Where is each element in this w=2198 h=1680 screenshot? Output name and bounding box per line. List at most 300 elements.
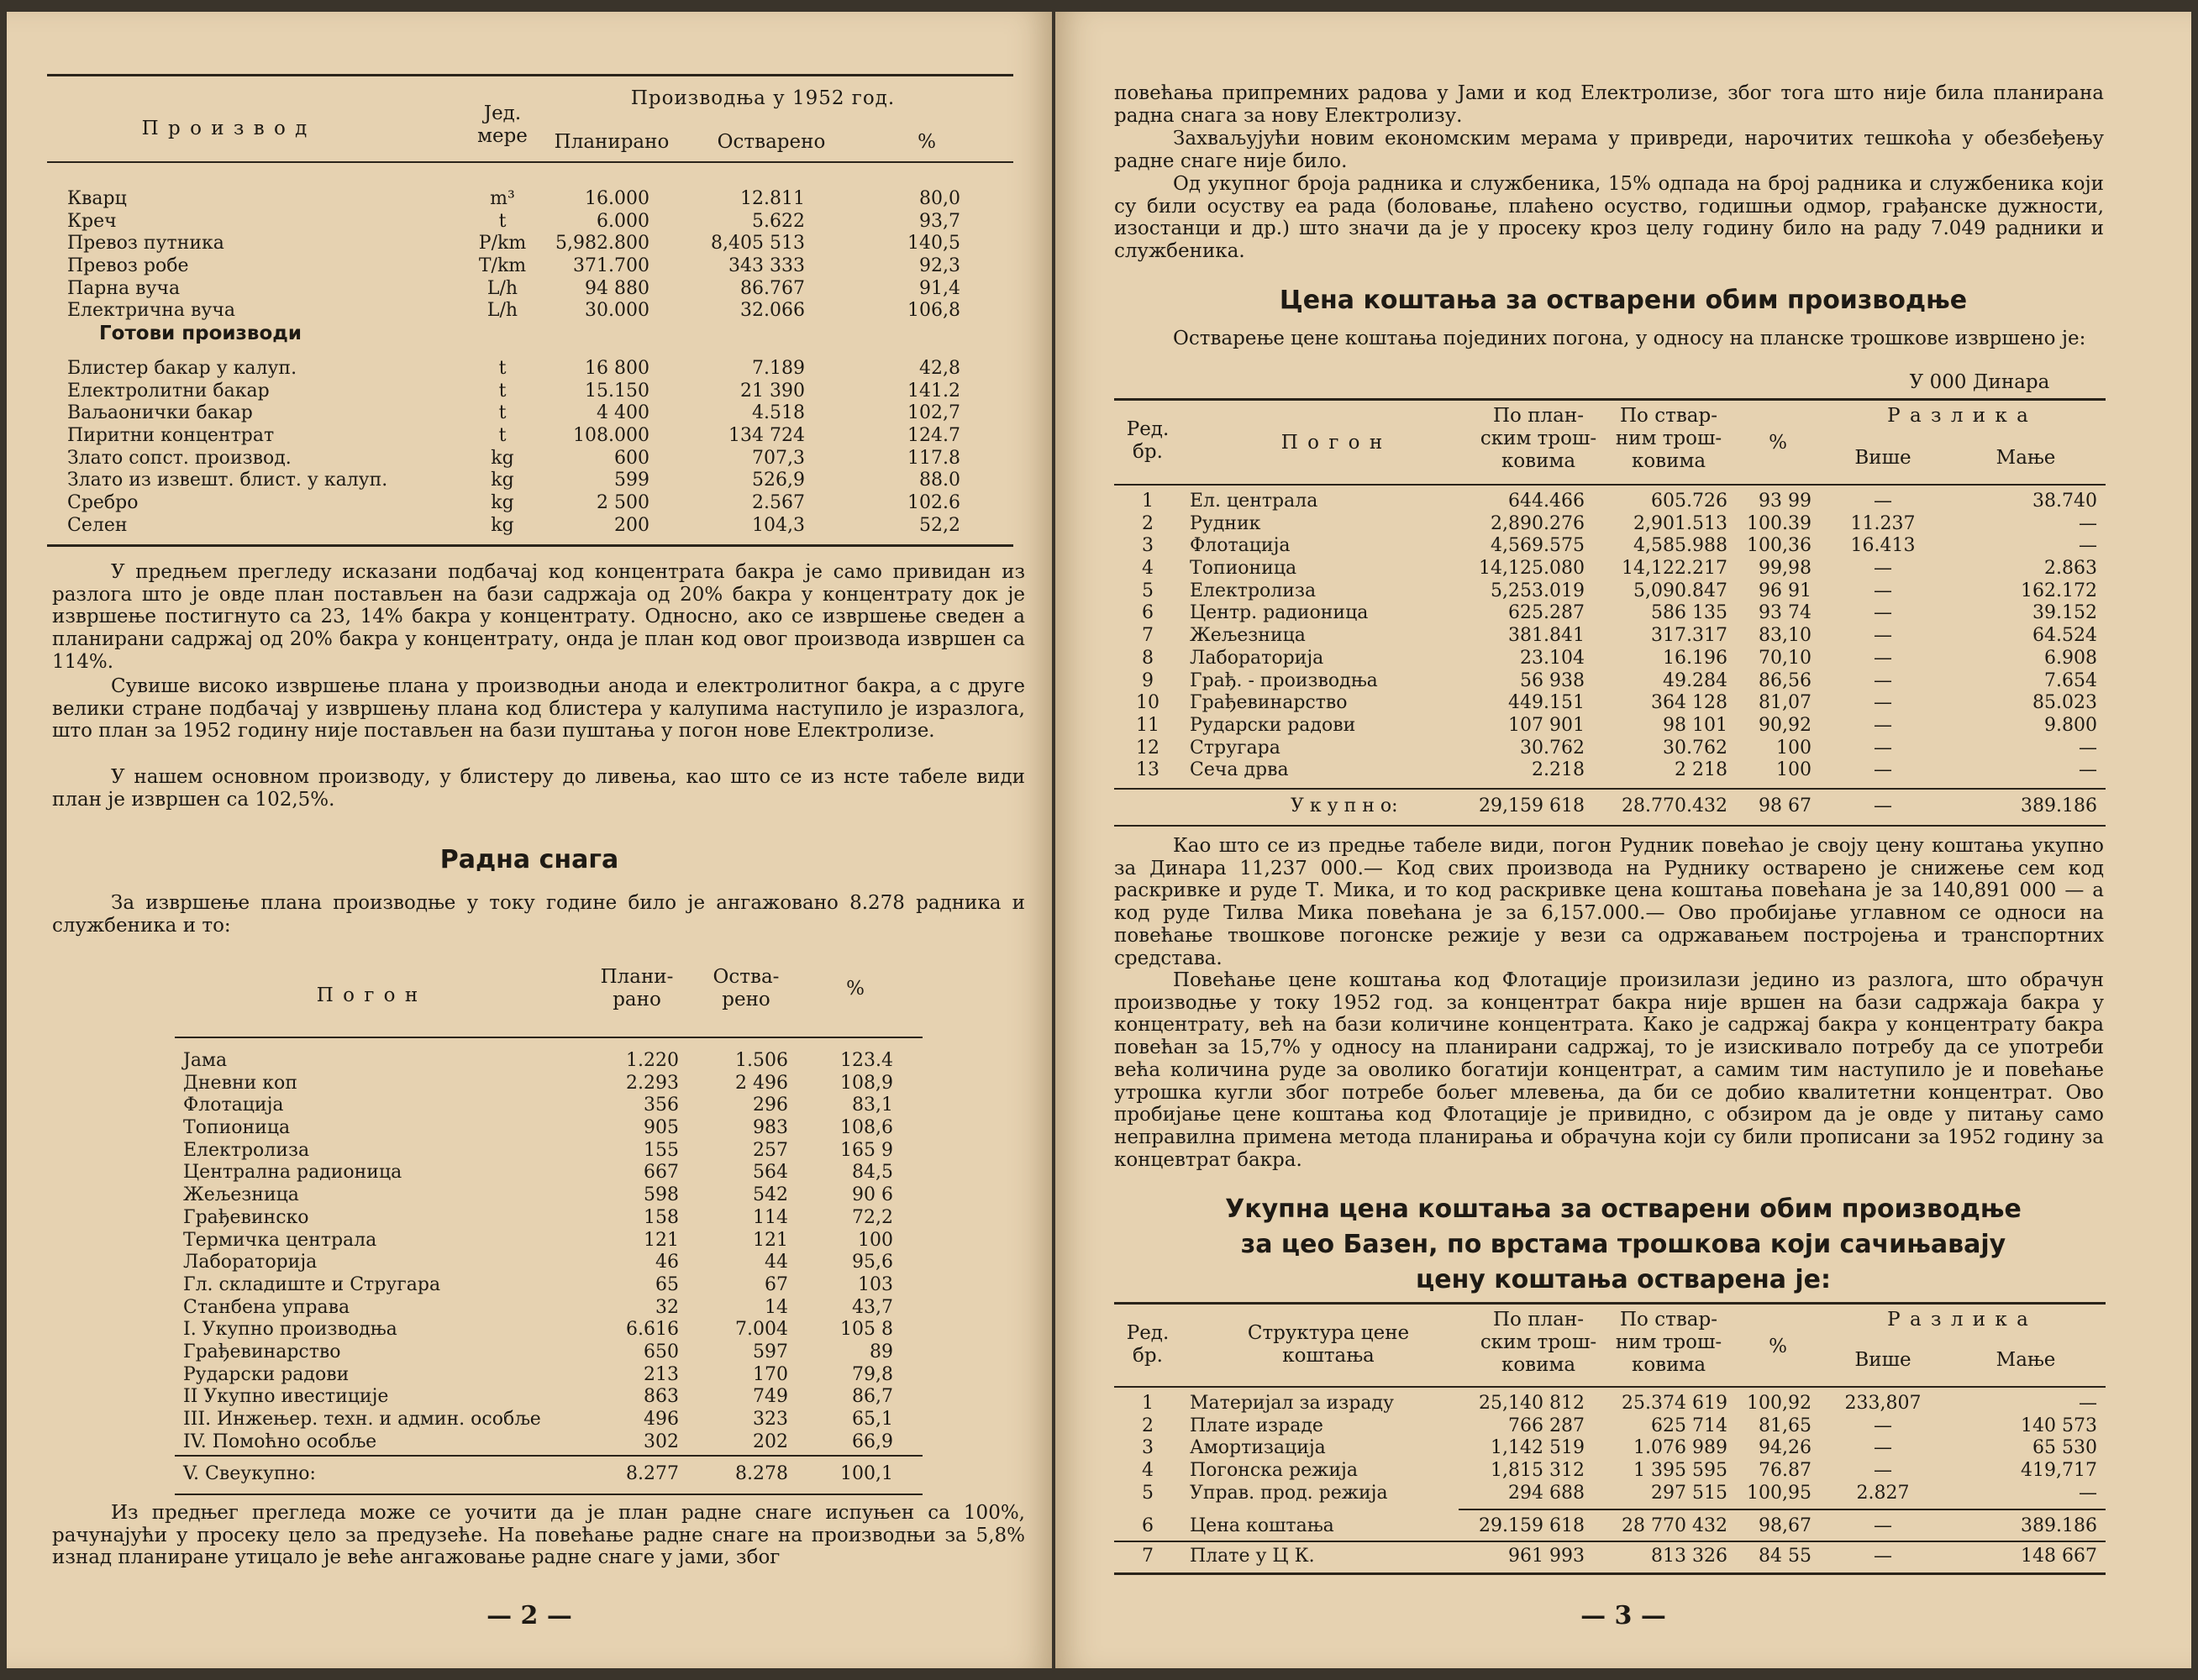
cell-planned: 599 <box>614 470 649 491</box>
cell-less: 9.800 <box>2044 714 2097 736</box>
cell-actual: 813 326 <box>1651 1546 1727 1567</box>
cell-pct: 92,3 <box>919 255 960 277</box>
cell-pct: 141.2 <box>907 380 960 402</box>
cell-more: — <box>1874 558 1892 580</box>
cell-pct: 70,10 <box>1759 647 1812 669</box>
cell-no: 4 <box>1142 1460 1154 1482</box>
cell-name: Флотација <box>1190 535 1291 557</box>
cell-name: Топионица <box>1190 558 1297 580</box>
cell-unit: kg <box>491 514 514 536</box>
cell-more: — <box>1874 580 1892 601</box>
cell-pct: 81,65 <box>1759 1415 1812 1436</box>
workforce-row <box>7 1207 1052 1230</box>
cell-planned: 449.151 <box>1508 692 1585 714</box>
cell-actual: 16.196 <box>1663 647 1727 669</box>
cell-less: 64.524 <box>2032 625 2097 647</box>
col-header-percent: % <box>1769 432 1787 454</box>
cell-actual: 28 770 432 <box>1622 1515 1727 1536</box>
cell-no: 11 <box>1136 714 1159 736</box>
col-header-less: Мање <box>1996 1349 2056 1371</box>
cell-less: 389.186 <box>2021 795 2097 816</box>
cell-name: III. Инжењер. техн. и админ. особље <box>183 1409 541 1430</box>
cell-pct: 66,9 <box>852 1431 893 1452</box>
cell-realized: 104,3 <box>752 514 805 536</box>
workforce-row <box>7 1319 1052 1341</box>
col-header-realized: Оства- рено <box>713 966 780 1011</box>
cell-planned: 46 <box>655 1252 679 1273</box>
cell-name: Термичка централа <box>183 1229 377 1251</box>
cell-name: Грађевинско <box>183 1206 309 1228</box>
cell-pct: 84,5 <box>852 1162 893 1184</box>
cell-realized: 21 390 <box>740 380 805 402</box>
col-header-structure: Структура цене коштања <box>1247 1322 1410 1367</box>
cell-realized: 7.189 <box>752 358 805 379</box>
cell-more: — <box>1874 737 1892 759</box>
cell-actual: 1 395 595 <box>1633 1460 1727 1482</box>
cell-pct: 93,7 <box>919 210 960 232</box>
cell-pct: 108,9 <box>840 1072 893 1094</box>
paragraph-preparation: повећања припремних радова у Јами и код Електролизе, због тога што није била планирана радна снага за нову Електролизу. <box>1114 82 2104 127</box>
production-row <box>7 515 1052 538</box>
cell-planned: 65 <box>655 1273 679 1295</box>
cost-total-row <box>1055 795 2191 818</box>
cell-no: 12 <box>1136 737 1159 759</box>
cell-realized: 14 <box>765 1296 788 1318</box>
cell-realized: 343 333 <box>728 255 805 277</box>
cost-structure-row <box>1055 1483 2191 1505</box>
cell-planned: 30.000 <box>585 300 649 322</box>
cell-more: — <box>1874 1415 1892 1436</box>
cell-less: 2.863 <box>2044 558 2097 580</box>
cell-planned: 5,982.800 <box>555 233 649 255</box>
workforce-row <box>7 1297 1052 1320</box>
cell-pct: 102.6 <box>907 492 960 514</box>
cell-planned: 1.220 <box>626 1050 679 1071</box>
cell-pct: 90 6 <box>852 1184 893 1206</box>
cell-planned: 213 <box>644 1363 679 1385</box>
cell-planned: 121 <box>644 1229 679 1251</box>
production-row <box>7 255 1052 278</box>
cell-realized: 983 <box>753 1117 788 1139</box>
cell-name: Плате у Ц К. <box>1190 1546 1315 1567</box>
cell-planned: 14,125.080 <box>1479 558 1585 580</box>
cell-less: 85.023 <box>2032 692 2097 714</box>
cell-actual: 28.770.432 <box>1622 795 1727 816</box>
cell-pct: 93 74 <box>1759 602 1812 624</box>
cell-name: Сеча дрва <box>1190 759 1289 781</box>
cell-pct: 86,56 <box>1759 669 1812 691</box>
cell-actual: 98 101 <box>1663 714 1727 736</box>
cell-planned: 30.762 <box>1520 737 1585 759</box>
cell-planned: 863 <box>644 1386 679 1408</box>
cell-pct: 86,7 <box>852 1386 893 1408</box>
workforce-row <box>7 1140 1052 1163</box>
cell-planned: 667 <box>644 1162 679 1184</box>
production-row <box>7 448 1052 470</box>
cell-actual: 625 714 <box>1651 1415 1727 1436</box>
cell-no: 1 <box>1142 1393 1154 1414</box>
cell-less: 65 530 <box>2032 1437 2097 1459</box>
production-row <box>7 381 1052 403</box>
cell-no: 6 <box>1142 602 1154 624</box>
cell-realized: 564 <box>753 1162 788 1184</box>
workforce-row <box>7 1274 1052 1297</box>
cell-planned: 2.293 <box>626 1072 679 1094</box>
cell-planned: 6.616 <box>626 1319 679 1341</box>
workforce-row <box>7 1364 1052 1387</box>
cell-pct: 93 99 <box>1759 491 1812 512</box>
paragraph-anode-electrolytic: Сувише високо извршење плана у производњи анода и електролитног бакра, а с друге велики стране подбачај у извршењу плана код блистера у калупима наступило је изразлога, што план за 1952 годину није постављен на бази пуштања у погон нове Електролизе. <box>52 675 1025 743</box>
cell-name: Пиритни концентрат <box>67 425 275 447</box>
cell-actual: 586 135 <box>1651 602 1727 624</box>
cell-actual: 2,901.513 <box>1633 512 1727 534</box>
col-header-unit: Јед. мере <box>477 102 528 147</box>
cell-name: Амортизација <box>1190 1437 1326 1459</box>
cell-more: — <box>1874 714 1892 736</box>
cell-pct: 103 <box>858 1273 893 1295</box>
cell-pct: 100 <box>1776 759 1812 781</box>
cell-planned: 200 <box>614 514 649 536</box>
cell-realized: 170 <box>753 1363 788 1385</box>
workforce-row <box>7 1409 1052 1431</box>
cell-realized: 134 724 <box>728 425 805 447</box>
cell-unit: t <box>498 425 507 447</box>
col-header-planned-costs: По план- ским трош- ковима <box>1480 405 1597 472</box>
cell-pct: 98,67 <box>1759 1515 1812 1536</box>
col-header-difference: Р а з л и к а <box>1887 1309 2030 1331</box>
production-row <box>7 188 1052 211</box>
cell-pct: 65,1 <box>852 1409 893 1430</box>
cost-row <box>1055 670 2191 693</box>
cell-no: 13 <box>1136 759 1159 781</box>
cost-row <box>1055 513 2191 536</box>
col-header-percent: % <box>918 131 936 153</box>
production-row <box>7 300 1052 323</box>
workforce-row <box>7 1117 1052 1140</box>
cell-no: 1 <box>1142 491 1154 512</box>
cell-realized: 12.811 <box>740 188 805 209</box>
production-row <box>7 402 1052 425</box>
cell-less: 6.908 <box>2044 647 2097 669</box>
cell-planned: 4 400 <box>597 402 649 424</box>
cell-unit: T/km <box>478 255 527 277</box>
cell-less: 148 667 <box>2021 1546 2097 1567</box>
cell-name: Рударски радови <box>1190 714 1356 736</box>
paragraph-blister: У нашем основном производу, у блистеру до ливења, као што се из нсте табеле види план је извршен са 102,5%. <box>52 766 1025 811</box>
cell-unit: L/h <box>486 277 518 299</box>
cell-pct: 100,92 <box>1747 1393 1812 1414</box>
paragraph-cost-intro: Остварење цене коштања појединих погона, у односу на планске трошкове извршено је: <box>1173 328 2086 349</box>
cost-structure-row <box>1055 1460 2191 1483</box>
cell-planned: 371.700 <box>573 255 649 277</box>
cell-name: Грађевинарство <box>1190 692 1348 714</box>
cell-less: 389.186 <box>2021 1515 2097 1536</box>
cell-pct: 165 9 <box>840 1139 893 1161</box>
paragraph-concentrate: У предњем прегледу исказани подбачај код концентрата бакра је само привидан из разлога што је овде план постављен на бази садржаја од 20% бакра у концентрату док је извршење постигнуто са 23, 14% бакра у концентрату. Односно, ако се извршење сведен а планирани садржај од 20% бакра у концентрату, онда је план код овог производа извршен са 114%. <box>52 561 1025 673</box>
cell-realized: 749 <box>753 1386 788 1408</box>
paragraph-flotation-cost: Повећање цене коштања код Флотације произилази једино из разлога, што обрачун производње у току 1952 год. за концентрат бакра није вршен на бази садржаја бакра у концентрату, већ на бази количине концентрата. Како је садржај бакра у концентрату бакра повећан за 15,7% у односу на планирани садржај, то је изискивало потребу да се употреби већа количина руде за оволико богатији концентрат, а самим тим наступило је и повећање утрошка кугли због потребе бољег млевења, да би се добио квалитетни концентрат. Ово пробијање цене коштања код Флотације је привидно, с обзиром да је овде у питању само неправилна примена метода планирања и обрачуна који су били прописани за 1952 годину за концевтрат бакра. <box>1114 969 2104 1171</box>
cell-planned: 356 <box>644 1095 679 1116</box>
cell-more: — <box>1874 647 1892 669</box>
workforce-row <box>7 1386 1052 1409</box>
cell-name: Жељезница <box>183 1184 299 1206</box>
cell-unit: P/km <box>478 233 527 255</box>
cell-planned: 4,569.575 <box>1491 535 1585 557</box>
workforce-row <box>7 1050 1052 1073</box>
cost-row <box>1055 715 2191 738</box>
cell-less: 38.740 <box>2032 491 2097 512</box>
cell-less: 162.172 <box>2021 580 2097 601</box>
cost-row <box>1055 558 2191 580</box>
cell-more: — <box>1874 692 1892 714</box>
cell-no: 2 <box>1142 512 1154 534</box>
cell-realized: 86.767 <box>740 277 805 299</box>
heading-total-cost-line3: цену коштања остварена је: <box>1415 1265 1832 1294</box>
cell-pct: 100,95 <box>1747 1482 1812 1504</box>
cell-more: — <box>1874 1515 1892 1536</box>
cell-less: 140 573 <box>2021 1415 2097 1436</box>
col-header-production-1952: Производња у 1952 год. <box>630 87 896 109</box>
cell-name: I. Укупно производња <box>183 1319 397 1341</box>
cell-name: Гл. складиште и Стругара <box>183 1273 441 1295</box>
cell-planned: 496 <box>644 1409 679 1430</box>
cell-pct: 102,7 <box>907 402 960 424</box>
cell-planned: 644.466 <box>1508 491 1585 512</box>
cost-row <box>1055 692 2191 715</box>
cell-no: 3 <box>1142 535 1154 557</box>
workforce-row <box>7 1095 1052 1117</box>
cell-no: 8 <box>1142 647 1154 669</box>
cell-name: Рударски радови <box>183 1363 350 1385</box>
cell-realized: 44 <box>765 1252 788 1273</box>
cell-pct: 94,26 <box>1759 1437 1812 1459</box>
heading-cost-price: Цена коштања за остварени обим производње <box>1279 286 1968 315</box>
cell-realized: 114 <box>753 1206 788 1228</box>
cell-pct: 100 <box>1776 737 1812 759</box>
col-header-percent: % <box>1769 1336 1787 1357</box>
production-row <box>7 492 1052 515</box>
cell-more: 2.827 <box>1856 1482 1910 1504</box>
cell-planned: 600 <box>614 447 649 469</box>
cell-no: 4 <box>1142 558 1154 580</box>
col-header-product: П р о и з в о д <box>141 118 309 139</box>
cell-realized: 526,9 <box>752 470 805 491</box>
cell-realized: 5.622 <box>752 210 805 232</box>
cell-realized: 8.278 <box>735 1463 788 1484</box>
cell-planned: 381.841 <box>1508 625 1585 647</box>
cell-no: 7 <box>1142 625 1154 647</box>
cell-name: Електролиза <box>183 1139 310 1161</box>
page-number-3: — 3 — <box>1580 1601 1666 1630</box>
cell-more: — <box>1874 1437 1892 1459</box>
cell-realized: 707,3 <box>752 447 805 469</box>
cell-pct: 42,8 <box>919 358 960 379</box>
cell-pct: 52,2 <box>919 514 960 536</box>
cell-pct: 81,07 <box>1759 692 1812 714</box>
cell-pct: 100 <box>858 1229 893 1251</box>
cell-realized: 8,405 513 <box>711 233 805 255</box>
cell-name: Централна радионица <box>183 1162 402 1184</box>
cell-less: 7.654 <box>2044 669 2097 691</box>
col-header-difference: Р а з л и к а <box>1887 405 2030 427</box>
cell-actual: 4,585.988 <box>1633 535 1727 557</box>
cell-unit: t <box>498 402 507 424</box>
cell-pct: 100,1 <box>840 1463 893 1484</box>
cell-actual: 1.076 989 <box>1633 1437 1727 1459</box>
cell-planned: 32 <box>655 1296 679 1318</box>
cell-unit: t <box>498 380 507 402</box>
workforce-row <box>7 1431 1052 1454</box>
cell-less: — <box>2079 535 2097 557</box>
cell-name: Електролитни бакар <box>67 380 270 402</box>
col-header-actual-costs: По ствар- ним трош- ковима <box>1615 405 1722 472</box>
cell-realized: 32.066 <box>740 300 805 322</box>
col-header-more: Више <box>1854 1349 1911 1371</box>
cost-structure-row <box>1055 1415 2191 1438</box>
cell-planned: 302 <box>644 1431 679 1452</box>
production-row <box>7 470 1052 492</box>
cell-no: 3 <box>1142 1437 1154 1459</box>
cell-pct: 98 67 <box>1759 795 1812 816</box>
cell-planned: 56 938 <box>1520 669 1585 691</box>
cell-name: Злато сопст. производ. <box>67 447 292 469</box>
cell-name: У к у п н о: <box>1291 795 1398 816</box>
cell-realized: 296 <box>753 1095 788 1116</box>
col-header-planned: Плани- рано <box>600 966 674 1011</box>
cell-name: Селен <box>67 514 128 536</box>
cell-realized: 257 <box>753 1139 788 1161</box>
cell-planned: 29.159 618 <box>1479 1515 1585 1536</box>
cell-realized: 597 <box>753 1341 788 1362</box>
cell-pct: 105 8 <box>840 1319 893 1341</box>
cell-name: II Укупно ивестиције <box>183 1386 389 1408</box>
cell-planned: 625.287 <box>1508 602 1585 624</box>
cell-name: Превоз робе <box>67 255 189 277</box>
col-header-no: Ред. бр. <box>1126 418 1170 463</box>
cell-less: — <box>2079 1393 2097 1414</box>
cell-actual: 25.374 619 <box>1622 1393 1727 1414</box>
production-row <box>7 358 1052 381</box>
workforce-total-row <box>7 1463 1052 1486</box>
cell-name: IV. Помоћно особље <box>183 1431 377 1452</box>
cell-pct: 43,7 <box>852 1296 893 1318</box>
cell-name: Рудник <box>1190 512 1261 534</box>
col-header-unit: П о г о н <box>1280 432 1385 454</box>
cell-unit: kg <box>491 492 514 514</box>
unit-note-thousand-dinars: У 000 Динара <box>1909 371 2050 393</box>
cell-more: 16.413 <box>1850 535 1916 557</box>
workforce-row <box>7 1184 1052 1207</box>
cell-realized: 7.004 <box>735 1319 788 1341</box>
cost-row <box>1055 580 2191 603</box>
cell-unit: kg <box>491 447 514 469</box>
cell-planned: 29,159 618 <box>1479 795 1585 816</box>
cell-more: — <box>1874 795 1892 816</box>
cell-less: — <box>2079 737 2097 759</box>
cell-name: Топионица <box>183 1117 291 1139</box>
heading-total-cost-line1: Укупна цена коштања за остварени обим производње <box>1225 1194 2022 1224</box>
cell-name: V. Свеукупно: <box>183 1463 316 1484</box>
production-row <box>7 425 1052 448</box>
cell-name: Плате израде <box>1190 1415 1323 1436</box>
cell-less: 419,717 <box>2021 1460 2097 1482</box>
cell-pct: 108,6 <box>840 1117 893 1139</box>
page-number-2: — 2 — <box>486 1601 572 1630</box>
cell-name: Злато из извешт. блист. у калуп. <box>67 470 388 491</box>
cell-planned: 1,142 519 <box>1491 1437 1585 1459</box>
cell-name: Станбена управа <box>183 1296 350 1318</box>
cell-name: Електролиза <box>1190 580 1317 601</box>
cell-planned: 598 <box>644 1184 679 1206</box>
cell-planned: 2 500 <box>597 492 649 514</box>
cell-planned: 6.000 <box>597 210 649 232</box>
cell-pct: 117.8 <box>907 447 960 469</box>
cell-planned: 905 <box>644 1117 679 1139</box>
paragraph-economic-measures: Захваљујући новим економским мерама у привреди, нарочитих тешкоћа у обезбеђењу радне снаге није било. <box>1114 128 2104 172</box>
cell-less: 39.152 <box>2032 602 2097 624</box>
paragraph-absence: Од укупног броја радника и службеника, 15% одпада на број радника и службеника који су били осуству еа рада (боловање, плаћено осуство, годишњи одмор, грађанске дужности, изостанци и др.) што значи да је у просеку кроз целу годину било на раду 7.049 радники и службеника. <box>1114 173 2104 263</box>
cell-realized: 202 <box>753 1431 788 1452</box>
cell-less: — <box>2079 512 2097 534</box>
cell-name: Лабораторија <box>1190 647 1324 669</box>
cell-planned: 650 <box>644 1341 679 1362</box>
cell-actual: 30.762 <box>1663 737 1727 759</box>
cell-less: — <box>2079 759 2097 781</box>
col-header-less: Мање <box>1996 447 2056 469</box>
cell-name: Јама <box>183 1050 228 1071</box>
cell-planned: 1,815 312 <box>1491 1460 1585 1482</box>
cell-pct: 124.7 <box>907 425 960 447</box>
production-row <box>7 211 1052 234</box>
cell-pct: 79,8 <box>852 1363 893 1385</box>
paragraph-mine-cost: Као што се из предње табеле види, погон Рудник повећао је своју цену коштања укупно за Динара 11,237 000.— Код свих производа на Руднику остварено је снижење сем код раскривке и руде Т. Мика, и то код раскривке цена коштања повећана је за 140,891 000 — а код руде Тилва Мика повећана је за 6,157.000.— Ово пробијање углавном се односи на повећање твошкове погонске режије у вези са одржавањем постројења и транспортних средстава. <box>1114 835 2104 969</box>
page-left <box>7 12 1052 1668</box>
cell-planned: 2,890.276 <box>1491 512 1585 534</box>
cost-structure-row <box>1055 1437 2191 1460</box>
cell-less: — <box>2079 1482 2097 1504</box>
cost-structure-row <box>1055 1393 2191 1415</box>
cell-name: Жељезница <box>1190 625 1306 647</box>
cell-actual: 297 515 <box>1651 1482 1727 1504</box>
cell-name: Центр. радионица <box>1190 602 1369 624</box>
cell-planned: 158 <box>644 1206 679 1228</box>
cell-pct: 89 <box>870 1341 893 1362</box>
cell-realized: 323 <box>753 1409 788 1430</box>
cell-name: Грађевинарство <box>183 1341 341 1362</box>
cell-planned: 16.000 <box>585 188 649 209</box>
cell-planned: 108.000 <box>573 425 649 447</box>
cost-structure-row <box>1055 1546 2191 1568</box>
cell-name: Креч <box>67 210 117 232</box>
cell-actual: 5,090.847 <box>1633 580 1727 601</box>
cell-name: Лабораторија <box>183 1252 318 1273</box>
cell-unit: m³ <box>490 188 515 209</box>
cell-planned: 294 688 <box>1508 1482 1585 1504</box>
cell-more: 11.237 <box>1850 512 1916 534</box>
production-row <box>7 233 1052 255</box>
cell-planned: 2.218 <box>1532 759 1585 781</box>
cell-realized: 121 <box>753 1229 788 1251</box>
cell-name: Парна вуча <box>67 277 181 299</box>
col-header-actual-costs: По ствар- ним трош- ковима <box>1615 1309 1722 1376</box>
workforce-row <box>7 1230 1052 1252</box>
cell-planned: 15.150 <box>585 380 649 402</box>
cell-actual: 2 218 <box>1675 759 1727 781</box>
group-title-finished-products: Готови производи <box>99 323 302 344</box>
cell-pct: 99,98 <box>1759 558 1812 580</box>
cell-pct: 83,10 <box>1759 625 1812 647</box>
cost-row <box>1055 738 2191 760</box>
